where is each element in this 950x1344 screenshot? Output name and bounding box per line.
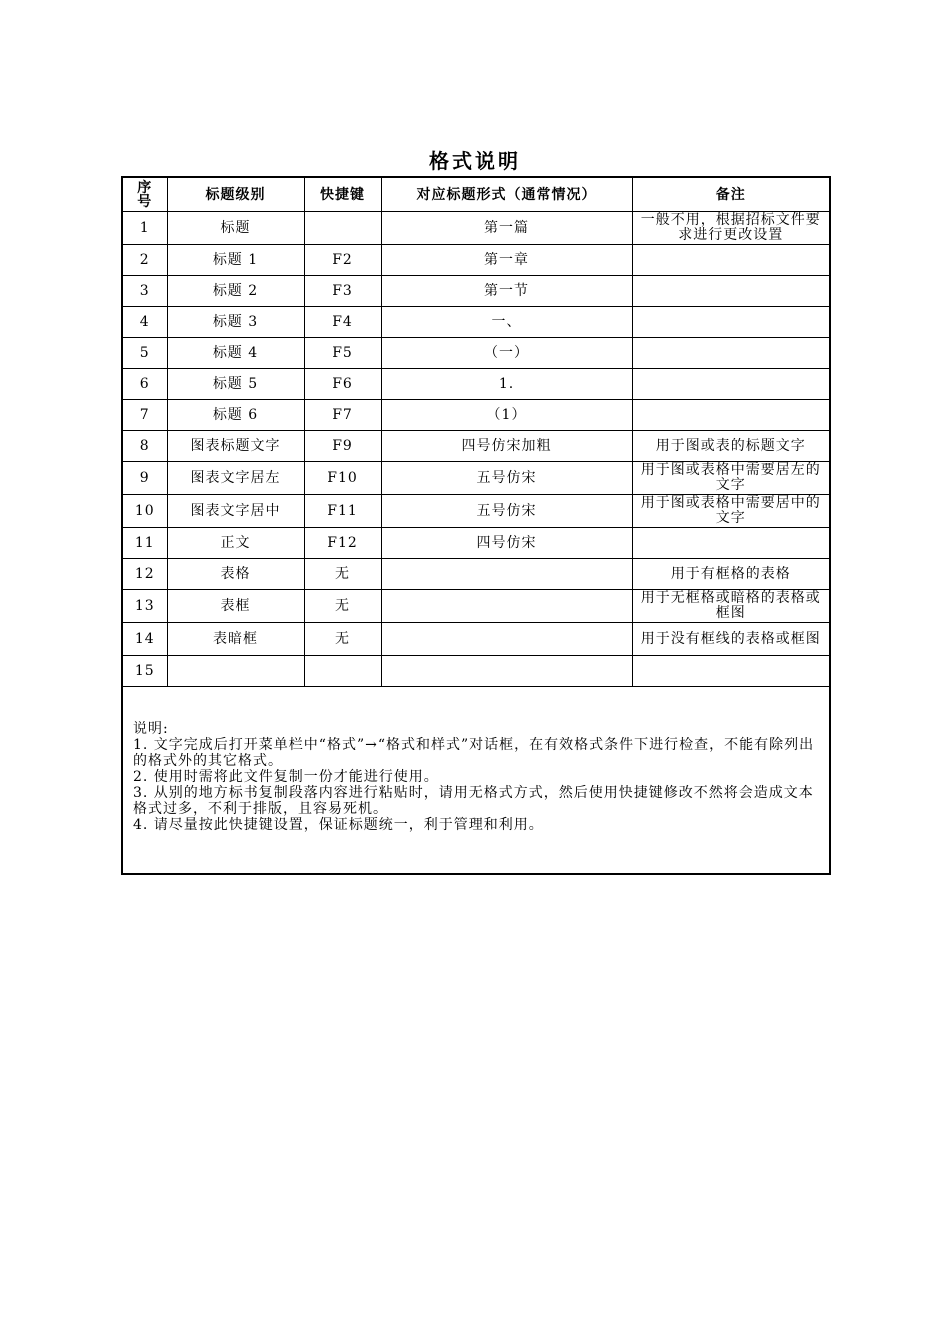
- cell-form: （1）: [381, 400, 632, 431]
- cell-remark: [632, 656, 830, 687]
- cell-key: F3: [304, 276, 381, 307]
- table-row: [122, 462, 830, 495]
- cell-key: [304, 212, 381, 245]
- cell-key: F4: [304, 307, 381, 338]
- cell-key: F2: [304, 245, 381, 276]
- cell-remark: [632, 369, 830, 400]
- cell-form: 第一章: [381, 245, 632, 276]
- cell-form: [381, 559, 632, 590]
- table-row: [122, 559, 830, 590]
- cell-level: 图表标题文字: [167, 431, 304, 462]
- cell-key: [304, 656, 381, 687]
- cell-level: 标题 3: [167, 307, 304, 338]
- cell-remark: [632, 276, 830, 307]
- table-row: [122, 212, 830, 245]
- cell-no: 11: [122, 528, 167, 559]
- cell-remark: [632, 338, 830, 369]
- cell-no: 15: [122, 656, 167, 687]
- format-table: [121, 176, 831, 875]
- cell-form: 四号仿宋: [381, 528, 632, 559]
- cell-level: 标题 5: [167, 369, 304, 400]
- cell-remark: 用于有框格的表格: [632, 559, 830, 590]
- cell-no: 5: [122, 338, 167, 369]
- cell-form: 1.: [381, 369, 632, 400]
- table-row: [122, 276, 830, 307]
- table-row: [122, 495, 830, 528]
- cell-remark: [632, 528, 830, 559]
- cell-form: 第一篇: [381, 212, 632, 245]
- cell-level: 标题: [167, 212, 304, 245]
- cell-key: F9: [304, 431, 381, 462]
- page-title: 格式说明: [429, 149, 521, 173]
- cell-form: 四号仿宋加粗: [381, 431, 632, 462]
- cell-key: 无: [304, 559, 381, 590]
- cell-level: 图表文字居中: [167, 495, 304, 528]
- cell-key: F11: [304, 495, 381, 528]
- cell-no: 7: [122, 400, 167, 431]
- header-no: 序号: [122, 177, 167, 212]
- cell-remark: [632, 400, 830, 431]
- cell-no: 1: [122, 212, 167, 245]
- cell-no: 14: [122, 623, 167, 656]
- cell-key: F12: [304, 528, 381, 559]
- table-row: [122, 307, 830, 338]
- cell-no: 6: [122, 369, 167, 400]
- cell-no: 13: [122, 590, 167, 623]
- cell-key: F5: [304, 338, 381, 369]
- cell-remark: 用于图或表格中需要居中的文字: [632, 495, 830, 528]
- cell-form: 一、: [381, 307, 632, 338]
- cell-level: 标题 1: [167, 245, 304, 276]
- notes-row: [122, 687, 830, 875]
- cell-remark: 用于没有框线的表格或框图: [632, 623, 830, 656]
- cell-no: 12: [122, 559, 167, 590]
- cell-no: 10: [122, 495, 167, 528]
- header-key: 快捷键: [304, 177, 381, 212]
- notes-cell: [122, 687, 830, 875]
- table-row: [122, 400, 830, 431]
- cell-key: 无: [304, 590, 381, 623]
- cell-level: 表格: [167, 559, 304, 590]
- cell-form: 五号仿宋: [381, 462, 632, 495]
- table-header-row: [122, 177, 830, 212]
- cell-no: 9: [122, 462, 167, 495]
- cell-level: 标题 6: [167, 400, 304, 431]
- table-row: [122, 590, 830, 623]
- header-form: 对应标题形式（通常情况）: [381, 177, 632, 212]
- cell-level: 标题 4: [167, 338, 304, 369]
- cell-level: 正文: [167, 528, 304, 559]
- note-item-2: 2. 使用时需将此文件复制一份才能进行使用。: [133, 769, 439, 785]
- table-row: [122, 656, 830, 687]
- header-remark: 备注: [632, 177, 830, 212]
- cell-no: 3: [122, 276, 167, 307]
- cell-level: 表暗框: [167, 623, 304, 656]
- cell-level: 标题 2: [167, 276, 304, 307]
- cell-remark: 用于图或表格中需要居左的文字: [632, 462, 830, 495]
- cell-no: 8: [122, 431, 167, 462]
- header-level: 标题级别: [167, 177, 304, 212]
- notes-heading: 说明:: [133, 721, 169, 737]
- cell-key: F10: [304, 462, 381, 495]
- cell-level: 表框: [167, 590, 304, 623]
- note-item-4: 4. 请尽量按此快捷键设置，保证标题统一，利于管理和利用。: [133, 817, 544, 833]
- note-item-3: 3. 从别的地方标书复制段落内容进行粘贴时，请用无格式方式，然后使用快捷键修改不然将会造成文本格式过多，不利于排版，且容易死机。: [133, 785, 814, 817]
- cell-remark: 一般不用，根据招标文件要求进行更改设置: [632, 212, 830, 245]
- cell-form: [381, 623, 632, 656]
- cell-level: [167, 656, 304, 687]
- cell-key: F7: [304, 400, 381, 431]
- cell-form: [381, 590, 632, 623]
- cell-form: （一）: [381, 338, 632, 369]
- cell-level: 图表文字居左: [167, 462, 304, 495]
- note-item-1: 1. 文字完成后打开菜单栏中“格式”→“格式和样式”对话框，在有效格式条件下进行检查，不能有除列出的格式外的其它格式。: [133, 737, 815, 769]
- cell-form: 第一节: [381, 276, 632, 307]
- table-row: [122, 245, 830, 276]
- cell-remark: 用于图或表的标题文字: [632, 431, 830, 462]
- table-row: [122, 623, 830, 656]
- table-row: [122, 338, 830, 369]
- cell-key: F6: [304, 369, 381, 400]
- table-row: [122, 528, 830, 559]
- cell-remark: [632, 307, 830, 338]
- cell-remark: [632, 245, 830, 276]
- cell-form: 五号仿宋: [381, 495, 632, 528]
- cell-no: 4: [122, 307, 167, 338]
- table-row: [122, 431, 830, 462]
- cell-form: [381, 656, 632, 687]
- cell-remark: 用于无框格或暗格的表格或框图: [632, 590, 830, 623]
- cell-key: 无: [304, 623, 381, 656]
- cell-no: 2: [122, 245, 167, 276]
- table-row: [122, 369, 830, 400]
